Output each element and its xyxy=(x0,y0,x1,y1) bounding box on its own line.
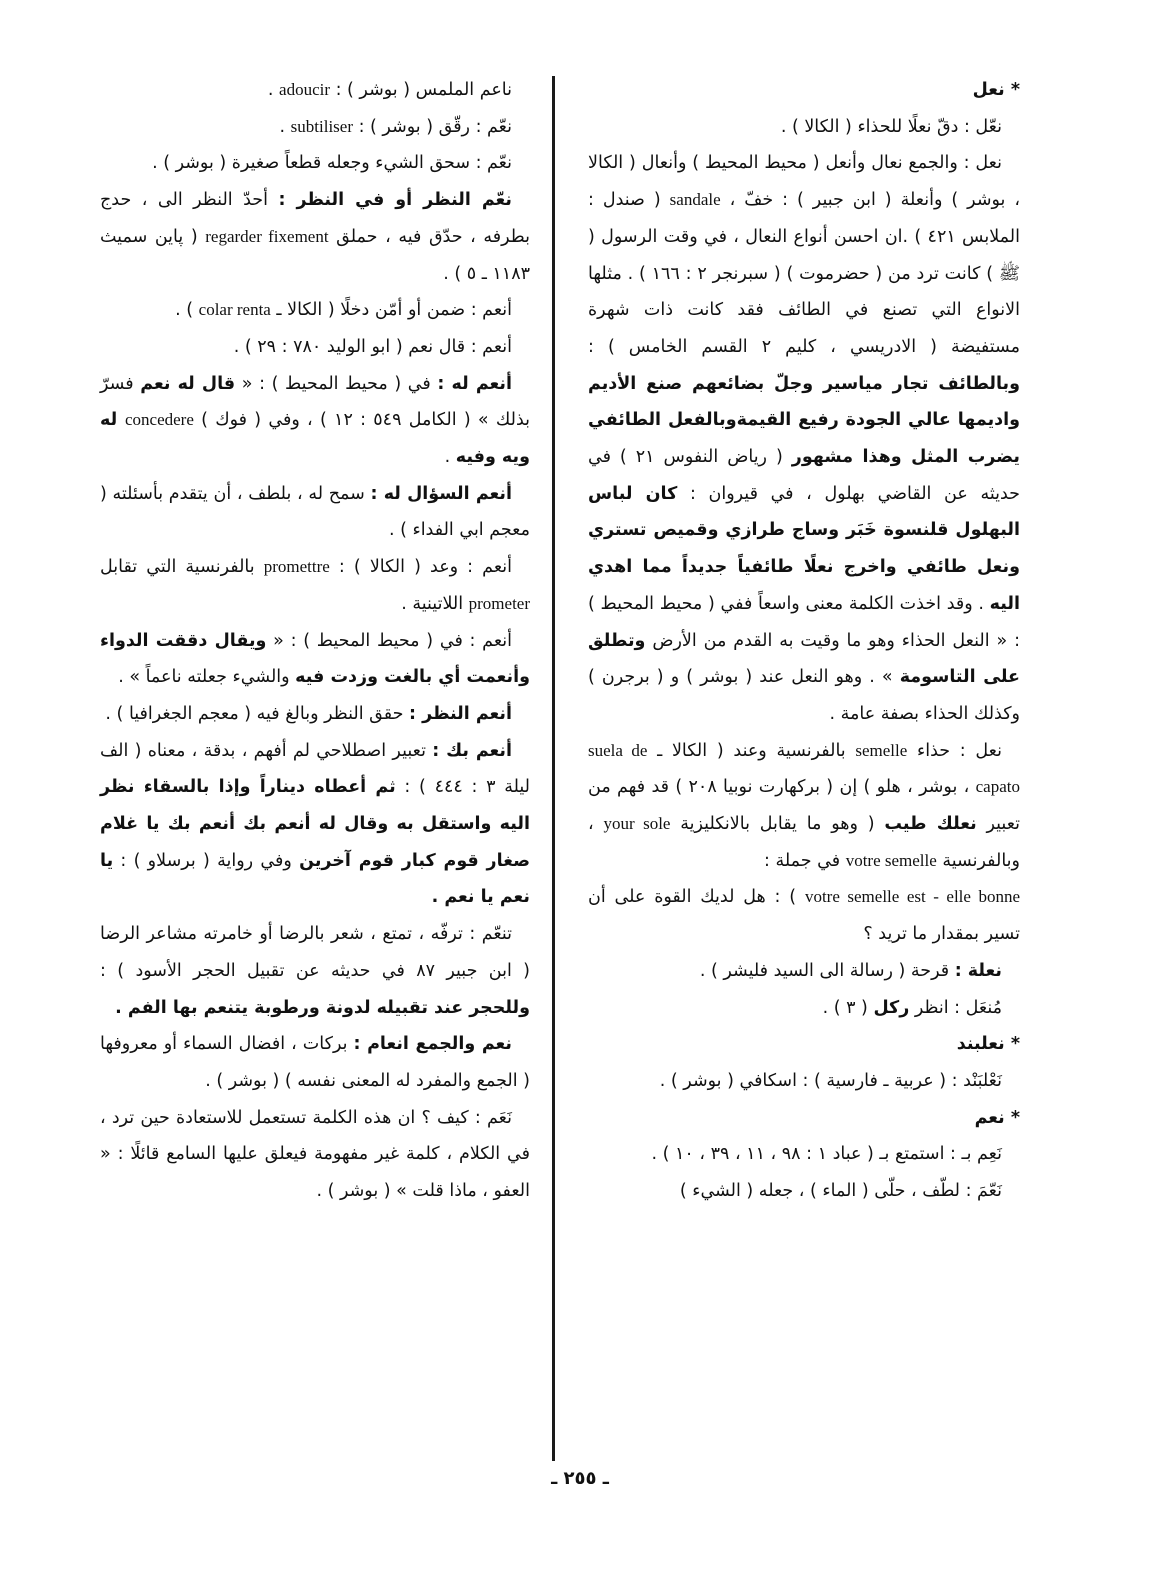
entry-paragraph: أنعم السؤال له : سمح له ، بلطف ، أن يتقدم بأسئلته ( معجم ابي الفداء ) . xyxy=(100,483,530,541)
entry-paragraph: أنعم : في ( محيط المحيط ) : « ويقال دققت الدواء وأنعمت أي بالغت وزدت فيه والشيء جعلته ناعماً » . xyxy=(100,630,530,688)
entry-paragraph: نَعْلبَنْد : ( عربية ـ فارسية ) : اسكافي ( بوشر ) . xyxy=(659,1070,1002,1091)
entry-paragraph: ناعم الملمس ( بوشر ) : adoucir . xyxy=(267,80,512,100)
entry-paragraph: نعّم النظر أو في النظر : أحدّ النظر الى ، حدج بطرفه ، حدّق فيه ، حملق regarder fixement ( پاين سميث ١١٨٣ ـ ٥ ) . xyxy=(100,190,530,284)
entry-heading-nalband: * نعلبند xyxy=(956,1034,1020,1055)
entry-paragraph: تنعّم : ترفّه ، تمتع ، شعر بالرضا أو خامرته مشاعر الرضا ( ابن جبير ٨٧ في حديثه عن تقبيل الحجر الأسود ) : وللحجر عند تقبيله لدونة ورطوبة يتنعم بها الفم . xyxy=(100,924,530,1018)
entry-paragraph: نعّل : دقّ نعلًا للحذاء ( الكالا ) . xyxy=(780,116,1002,137)
entry-paragraph: مُنعَل : انظر ركل ( ٣ ) . xyxy=(822,997,1002,1018)
entry-paragraph: نعّم : رقّق ( بوشر ) : subtiliser . xyxy=(279,116,512,137)
entry-paragraph: أنعم : ضمن أو أمّن دخلًا ( الكالا ـ colar renta ) . xyxy=(175,300,512,321)
entry-paragraph: نعم والجمع انعام : بركات ، افضال السماء أو معروفها ( الجمع والمفرد له المعنى نفسه ) ( بوشر ) . xyxy=(100,1034,530,1091)
entry-paragraph: نَعّمَ : لطّف ، حلّى ( الماء ) ، جعله ( الشيء ) xyxy=(679,1181,1002,1202)
entry-paragraph: أنعم : قال نعم ( ابو الوليد ٧٨٠ : ٢٩ ) . xyxy=(233,336,512,357)
entry-paragraph: أنعم له : في ( محيط المحيط ) : « قال له نعم فسرّ بذلك » ( الكامل ٥٤٩ : ١٢ ) ، وفي ( فوك ) concedere له ويه وفيه . xyxy=(100,373,531,468)
entry-paragraph: أنعم بك : تعبير اصطلاحي لم أفهم ، بدقة ، معناه ( الف ليلة ٣ : ٤٤٤ ) : ثم أعطاه ديناراً وإذا بالسقاء نظر اليه واستقل به وقال له أنعم بك أنعم بك يا غلام صغار قوم كبار قوم آخرين وفي رواية ( برسلاو ) : يا نعم يا نعم . xyxy=(100,740,530,908)
right-column xyxy=(588,72,1020,1210)
entry-heading-nal: * نعل xyxy=(972,80,1020,100)
entry-paragraph: نَعَم : كيف ؟ ان هذه الكلمة تستعمل للاستعادة حين ترد ، في الكلام ، كلمة غير مفهومة فيعلق عليها السامع قائلًا : « العفو ، ماذا قلت » ( بوشر ) . xyxy=(100,1107,530,1202)
entry-paragraph: نعلة : قرحة ( رسالة الى السيد فليشر ) . xyxy=(699,960,1002,981)
entry-paragraph: votre semelle est - elle bonne ) : هل لديك القوة على أن تسير بمقدار ما تريد ؟ xyxy=(588,887,1020,945)
entry-heading-naam: * نعم xyxy=(974,1107,1020,1128)
page-number: ـ ٢٥٥ ـ xyxy=(551,1468,609,1489)
entry-paragraph: نعّم : سحق الشيء وجعله قطعاً صغيرة ( بوشر ) . xyxy=(152,153,512,174)
column-divider xyxy=(552,76,555,1461)
left-column xyxy=(100,72,530,1210)
entry-paragraph: نعل : حذاء semelle بالفرنسية وعند ( الكالا ـ suela de capato ، بوشر ، هلو ) إن ( بركهارت نوبيا ٢٠٨ ) قد فهم من تعبير نعلك طيب ( وهو ما يقابل بالانكليزية your sole ، وبالفرنسية votre semelle في جملة : xyxy=(588,740,1021,871)
entry-paragraph: أنعم : وعد ( الكالا ) : promettre بالفرنسية التي تقابل prometer اللاتينية . xyxy=(100,557,530,614)
entry-paragraph: أنعم النظر : حقق النظر وبالغ فيه ( معجم الجغرافيا ) . xyxy=(105,703,512,724)
entry-paragraph: نعل : والجمع نعال وأنعل ( محيط المحيط ) وأنعال ( الكالا ، بوشر ) وأنعلة ( ابن جبير ) : خفّ ، sandale ( صندل : الملابس ٤٢١ ) .ان احسن أنواع النعال ، في وقت الرسول ( ﷺ ) كانت ترد من ( حضرموت ) ( سبرنجر ٢ : ١٦٦ ) . مثلها الانواع التي تصنع في الطائف فقد كانت ذات شهرة مستفيضة ( الادريسي ، كليم ٢ القسم الخامس ) : وبالطائف تجار مياسير وجلّ بضائعهم صنع الأديم واديمها عالي الجودة رفيع القيمةوبالفعل الطائفي يضرب المثل وهذا مشهور ( رياض النفوس ٢١ ) في حديثه عن القاضي بهلول ، في قيروان : كان لباس البهلول قلنسوة خَبَر وساج طرازي وقميص تستري ونعل طائفي واخرج نعلًا طائفياً جديداً مما اهدي اليه . وقد اخذت الكلمة معنى واسعاً ففي ( محيط المحيط ) : « النعل الحذاء وهو ما وقيت به القدم من الأرض وتطلق على التاسومة » . وهو النعل عند ( بوشر ) و ( برجرن ) وكذلك الحذاء بصفة عامة . xyxy=(588,153,1021,724)
entry-paragraph: نَعِم بـ : استمتع بـ ( عباد ١ : ٩٨ ، ١١ ، ٣٩ ، ١٠ ) . xyxy=(651,1144,1002,1165)
